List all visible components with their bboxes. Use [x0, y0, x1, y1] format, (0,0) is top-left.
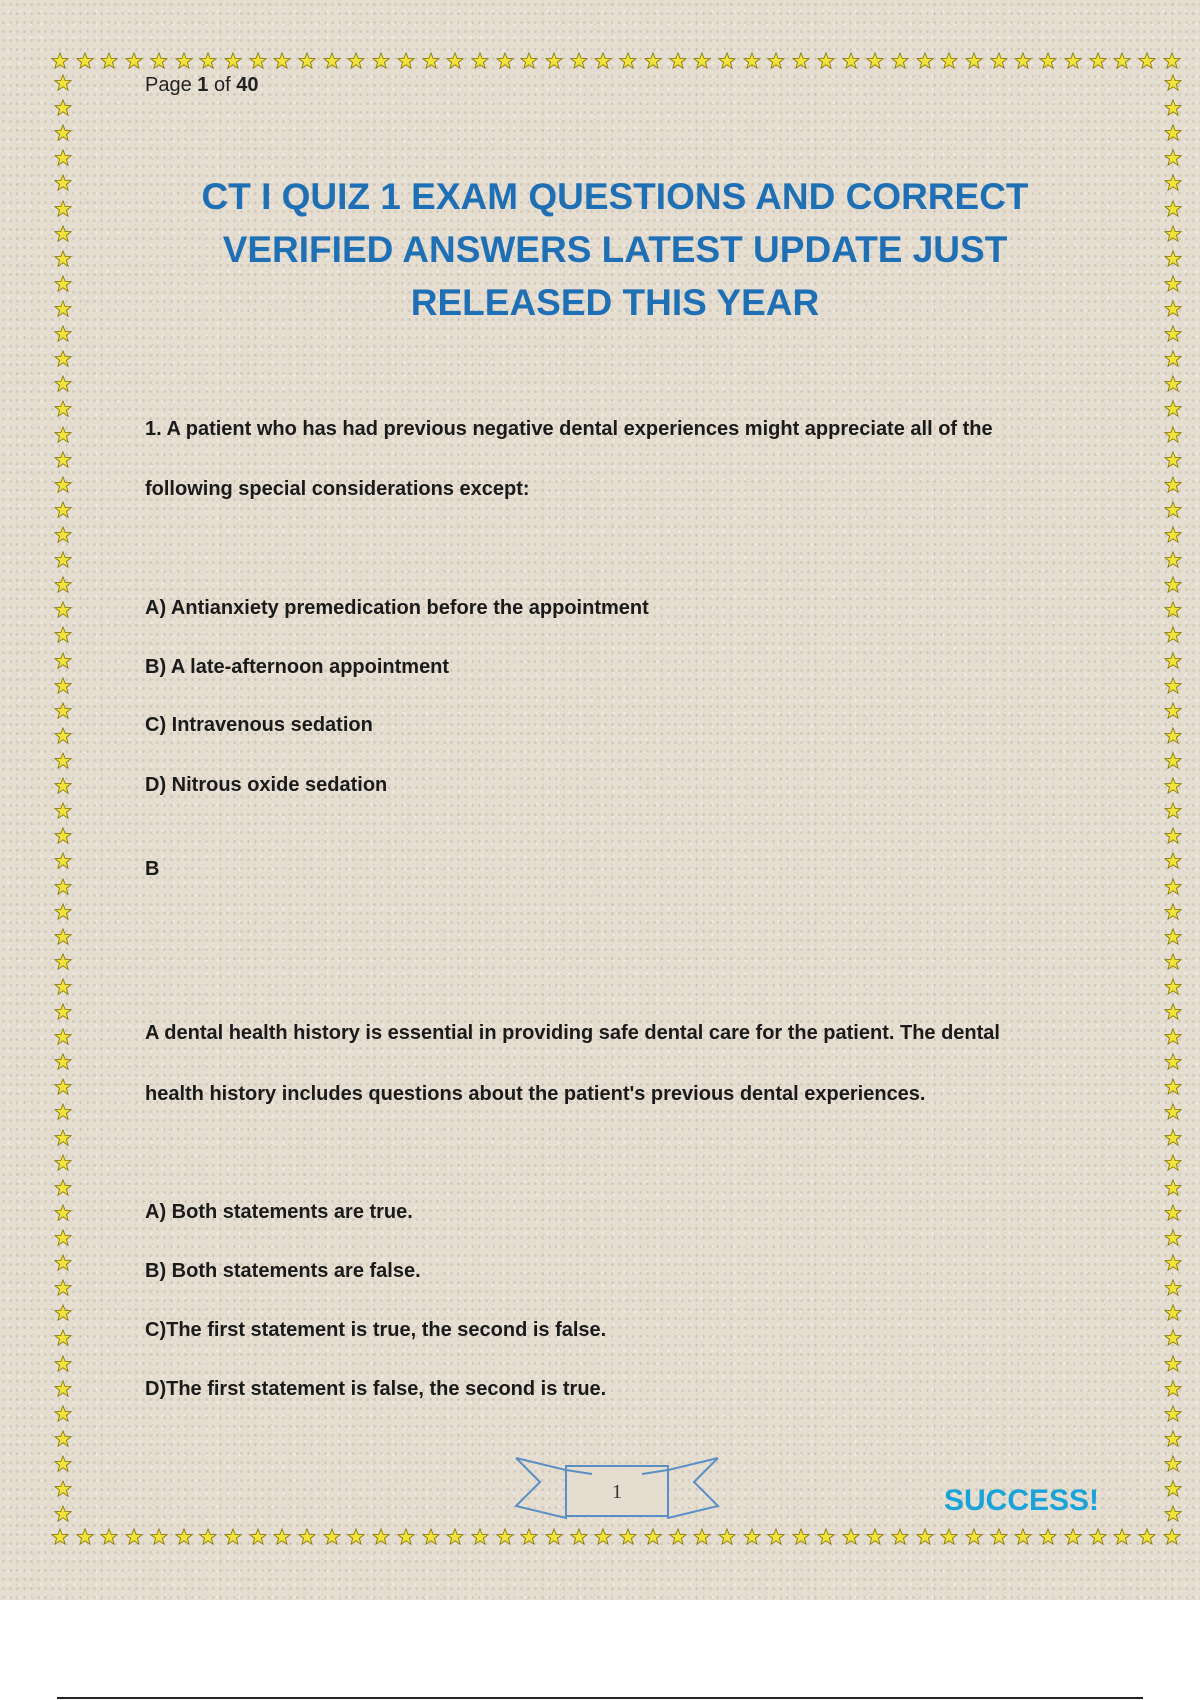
star-icon [1164, 601, 1182, 619]
star-icon [1164, 1329, 1182, 1347]
star-icon [54, 1179, 72, 1197]
star-icon [298, 1528, 316, 1546]
star-icon [54, 626, 72, 644]
star-icon [54, 300, 72, 318]
star-icon [54, 476, 72, 494]
star-icon [471, 52, 489, 70]
star-icon [866, 52, 884, 70]
star-icon [1164, 124, 1182, 142]
star-icon [125, 52, 143, 70]
star-icon [916, 52, 934, 70]
star-icon [1164, 174, 1182, 192]
star-icon [54, 551, 72, 569]
star-icon [965, 1528, 983, 1546]
question-2-text-line-2: health history includes questions about the patient's previous dental experiences. [145, 1083, 926, 1105]
star-icon [54, 1405, 72, 1423]
star-icon [54, 74, 72, 92]
question-2-option-b: B) Both statements are false. [145, 1260, 421, 1282]
star-icon [54, 1154, 72, 1172]
star-icon [792, 1528, 810, 1546]
star-icon [792, 52, 810, 70]
star-icon [54, 652, 72, 670]
star-icon [54, 1204, 72, 1222]
star-icon [1164, 652, 1182, 670]
star-icon [545, 1528, 563, 1546]
star-icon [619, 1528, 637, 1546]
star-icon [100, 52, 118, 70]
star-icon [54, 350, 72, 368]
star-icon [1138, 1528, 1156, 1546]
star-icon [669, 52, 687, 70]
star-icon [54, 852, 72, 870]
star-icon [175, 52, 193, 70]
star-icon [54, 375, 72, 393]
question-1-text-line-2: following special considerations except: [145, 478, 530, 500]
footer-divider [57, 1697, 1143, 1699]
star-icon [1164, 752, 1182, 770]
star-icon [1113, 52, 1131, 70]
star-border-left [51, 74, 75, 1524]
star-icon [54, 752, 72, 770]
star-icon [1164, 350, 1182, 368]
star-icon [1164, 852, 1182, 870]
star-icon [718, 1528, 736, 1546]
star-icon [54, 225, 72, 243]
total-pages-number: 40 [236, 74, 259, 96]
star-icon [1164, 225, 1182, 243]
page-indicator [145, 74, 258, 97]
star-icon [54, 1003, 72, 1021]
question-1-option-a: A) Antianxiety premedication before the appointment [145, 597, 649, 619]
star-icon [298, 52, 316, 70]
star-icon [1164, 451, 1182, 469]
star-icon [669, 1528, 687, 1546]
star-icon [1164, 1380, 1182, 1398]
star-icon [1164, 1204, 1182, 1222]
star-icon [1164, 777, 1182, 795]
star-icon [372, 1528, 390, 1546]
document-title [120, 170, 1110, 329]
star-icon [1064, 52, 1082, 70]
star-border-bottom [51, 1525, 1181, 1549]
question-2-text-line-1: A dental health history is essential in providing safe dental care for the patient. The dental [145, 1022, 1000, 1044]
question-1-option-b: B) A late-afternoon appointment [145, 656, 450, 678]
star-icon [1164, 1103, 1182, 1121]
star-icon [224, 1528, 242, 1546]
star-icon [1164, 325, 1182, 343]
question-1-option-c: C) Intravenous sedation [145, 714, 373, 736]
page-prefix: Page [145, 74, 192, 96]
star-icon [891, 52, 909, 70]
star-icon [54, 1279, 72, 1297]
star-icon [150, 1528, 168, 1546]
star-icon [1039, 1528, 1057, 1546]
star-icon [323, 1528, 341, 1546]
star-icon [54, 1455, 72, 1473]
title-line-2: VERIFIED ANSWERS LATEST UPDATE JUST [222, 229, 1008, 270]
star-icon [644, 1528, 662, 1546]
star-icon [1164, 978, 1182, 996]
star-icon [1164, 576, 1182, 594]
star-icon [1164, 1279, 1182, 1297]
star-icon [54, 1430, 72, 1448]
star-icon [54, 426, 72, 444]
star-icon [545, 52, 563, 70]
star-icon [1164, 727, 1182, 745]
question-2-option-c: C)The first statement is true, the second is false. [145, 1319, 607, 1341]
star-icon [54, 827, 72, 845]
star-icon [594, 52, 612, 70]
star-icon [990, 52, 1008, 70]
star-icon [199, 1528, 217, 1546]
star-icon [520, 1528, 538, 1546]
star-icon [224, 52, 242, 70]
star-icon [570, 1528, 588, 1546]
star-icon [1164, 1053, 1182, 1071]
star-icon [54, 275, 72, 293]
star-icon [1164, 1179, 1182, 1197]
star-icon [496, 52, 514, 70]
star-icon [1164, 626, 1182, 644]
star-icon [54, 200, 72, 218]
star-icon [718, 52, 736, 70]
question-1-option-d: D) Nitrous oxide sedation [145, 774, 388, 796]
star-icon [1164, 375, 1182, 393]
star-icon [323, 52, 341, 70]
star-icon [916, 1528, 934, 1546]
star-icon [54, 702, 72, 720]
star-icon [1164, 551, 1182, 569]
star-icon [54, 250, 72, 268]
star-icon [767, 52, 785, 70]
star-icon [1164, 827, 1182, 845]
star-icon [422, 1528, 440, 1546]
star-icon [619, 52, 637, 70]
star-border-top [51, 49, 1181, 73]
star-icon [54, 99, 72, 117]
star-icon [249, 1528, 267, 1546]
star-icon [1164, 702, 1182, 720]
star-icon [520, 52, 538, 70]
star-icon [51, 1528, 69, 1546]
star-icon [54, 1229, 72, 1247]
star-icon [54, 1304, 72, 1322]
title-line-3: RELEASED THIS YEAR [410, 282, 820, 323]
star-icon [1164, 526, 1182, 544]
star-icon [54, 400, 72, 418]
star-icon [1164, 1304, 1182, 1322]
star-icon [1164, 300, 1182, 318]
star-icon [1164, 99, 1182, 117]
star-icon [1164, 426, 1182, 444]
star-icon [199, 52, 217, 70]
star-icon [1164, 1455, 1182, 1473]
ribbon-page-number: 1 [612, 1480, 622, 1503]
question-2-option-a: A) Both statements are true. [145, 1201, 413, 1223]
star-icon [1138, 52, 1156, 70]
star-icon [1164, 74, 1182, 92]
star-icon [644, 52, 662, 70]
star-icon [1039, 52, 1057, 70]
star-icon [397, 52, 415, 70]
star-icon [990, 1528, 1008, 1546]
star-icon [693, 52, 711, 70]
star-icon [1164, 1154, 1182, 1172]
star-icon [1164, 928, 1182, 946]
star-icon [397, 1528, 415, 1546]
star-icon [446, 1528, 464, 1546]
star-icon [273, 1528, 291, 1546]
star-icon [1164, 501, 1182, 519]
star-icon [693, 1528, 711, 1546]
star-icon [1164, 953, 1182, 971]
star-icon [1164, 250, 1182, 268]
star-icon [1064, 1528, 1082, 1546]
star-icon [54, 1028, 72, 1046]
star-icon [1164, 1078, 1182, 1096]
star-icon [1164, 275, 1182, 293]
star-icon [54, 1103, 72, 1121]
star-icon [54, 677, 72, 695]
star-icon [1164, 677, 1182, 695]
star-icon [891, 1528, 909, 1546]
star-icon [842, 1528, 860, 1546]
star-icon [54, 1329, 72, 1347]
star-icon [54, 1078, 72, 1096]
star-icon [446, 52, 464, 70]
star-icon [422, 52, 440, 70]
star-icon [965, 52, 983, 70]
star-icon [817, 52, 835, 70]
star-icon [54, 526, 72, 544]
star-icon [54, 174, 72, 192]
star-icon [743, 1528, 761, 1546]
star-icon [150, 52, 168, 70]
star-icon [1164, 903, 1182, 921]
star-icon [1164, 1229, 1182, 1247]
question-2-option-d: D)The first statement is false, the second is true. [145, 1378, 607, 1400]
star-icon [54, 878, 72, 896]
star-icon [496, 1528, 514, 1546]
star-icon [54, 903, 72, 921]
star-icon [54, 149, 72, 167]
star-icon [125, 1528, 143, 1546]
star-icon [76, 52, 94, 70]
star-icon [1163, 1528, 1181, 1546]
star-icon [54, 451, 72, 469]
star-icon [1164, 1129, 1182, 1147]
star-icon [866, 1528, 884, 1546]
star-icon [1163, 52, 1181, 70]
star-icon [54, 777, 72, 795]
star-icon [76, 1528, 94, 1546]
star-icon [54, 124, 72, 142]
star-icon [570, 52, 588, 70]
star-icon [54, 1355, 72, 1373]
star-icon [54, 1505, 72, 1523]
star-icon [1014, 52, 1032, 70]
star-icon [54, 501, 72, 519]
star-icon [54, 601, 72, 619]
star-icon [1164, 1430, 1182, 1448]
star-icon [54, 1254, 72, 1272]
star-icon [1164, 1003, 1182, 1021]
star-icon [273, 52, 291, 70]
star-icon [1164, 802, 1182, 820]
question-1-answer: B [145, 858, 160, 880]
star-icon [54, 802, 72, 820]
success-label: SUCCESS! [944, 1484, 1100, 1517]
star-icon [1164, 1480, 1182, 1498]
star-icon [743, 52, 761, 70]
star-icon [1164, 200, 1182, 218]
star-icon [767, 1528, 785, 1546]
star-icon [594, 1528, 612, 1546]
star-icon [347, 52, 365, 70]
star-icon [54, 1480, 72, 1498]
star-icon [54, 1380, 72, 1398]
star-icon [54, 325, 72, 343]
star-icon [54, 953, 72, 971]
star-icon [940, 52, 958, 70]
star-icon [1089, 52, 1107, 70]
star-icon [372, 52, 390, 70]
star-icon [54, 928, 72, 946]
star-icon [1164, 1028, 1182, 1046]
star-icon [1164, 1254, 1182, 1272]
star-icon [54, 576, 72, 594]
current-page-number: 1 [197, 74, 209, 96]
star-icon [175, 1528, 193, 1546]
star-icon [1113, 1528, 1131, 1546]
star-icon [1164, 1505, 1182, 1523]
star-icon [54, 978, 72, 996]
star-icon [1164, 476, 1182, 494]
page-of-label: of [213, 74, 231, 96]
star-icon [54, 1129, 72, 1147]
star-icon [1164, 1355, 1182, 1373]
star-icon [817, 1528, 835, 1546]
star-icon [54, 727, 72, 745]
question-1-text-line-1: 1. A patient who has had previous negative dental experiences might appreciate all of the [145, 418, 993, 440]
star-icon [51, 52, 69, 70]
star-border-right [1161, 74, 1185, 1524]
star-icon [842, 52, 860, 70]
star-icon [347, 1528, 365, 1546]
star-icon [100, 1528, 118, 1546]
star-icon [1164, 400, 1182, 418]
star-icon [1164, 878, 1182, 896]
star-icon [54, 1053, 72, 1071]
star-icon [1089, 1528, 1107, 1546]
title-line-1: CT I QUIZ 1 EXAM QUESTIONS AND CORRECT [201, 176, 1029, 217]
star-icon [1164, 149, 1182, 167]
star-icon [1014, 1528, 1032, 1546]
star-icon [1164, 1405, 1182, 1423]
star-icon [249, 52, 267, 70]
star-icon [940, 1528, 958, 1546]
star-icon [471, 1528, 489, 1546]
